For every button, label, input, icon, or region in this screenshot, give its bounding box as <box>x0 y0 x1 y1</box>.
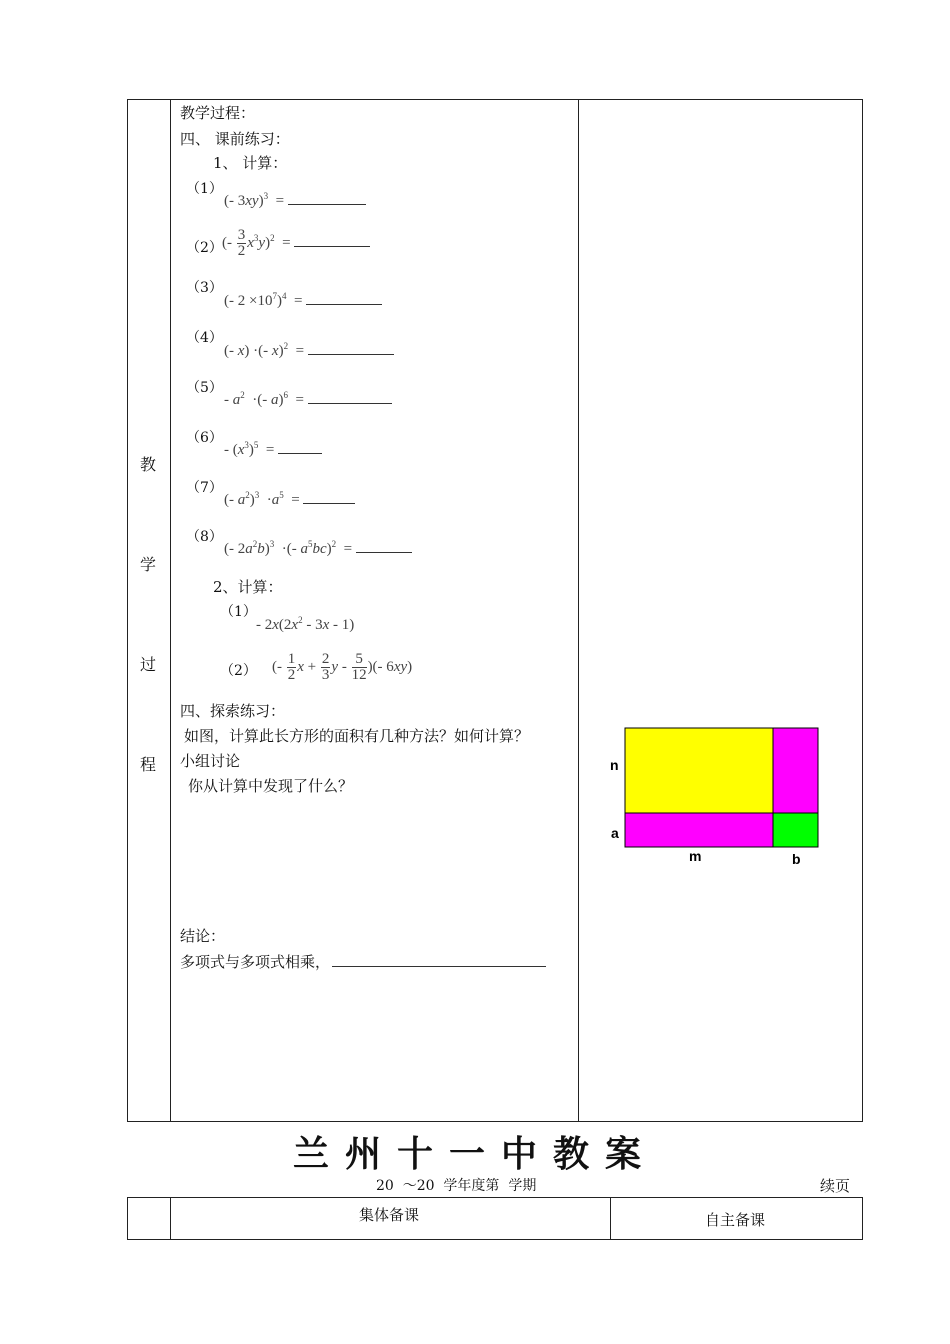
item-number: （2） <box>220 663 257 679</box>
item-number: （2） <box>186 240 223 256</box>
side-label-char-2: 学 <box>140 555 157 574</box>
formula: - $(x^3)^5$ = <box>224 440 322 459</box>
item-number: （1） <box>186 181 223 197</box>
item-number: （6） <box>186 430 223 446</box>
formula: (- $a^2)^3 \cdot a^5$ = <box>224 490 355 509</box>
item-number: （3） <box>186 280 223 296</box>
magenta-region-right <box>773 728 818 813</box>
item-number: （1） <box>220 604 257 620</box>
green-region <box>773 813 818 847</box>
yellow-region <box>625 728 773 813</box>
conclusion-text: 多项式与多项式相乘， <box>180 952 546 971</box>
item-number: （8） <box>186 529 223 545</box>
page-title: 兰州十一中教案 <box>292 1134 657 1175</box>
formula: (- 3xy)$^3$ = <box>224 191 366 210</box>
section-heading: 教学过程： <box>180 104 256 122</box>
side-label-char-1: 教 <box>140 455 157 474</box>
group-discussion: 小组讨论 <box>180 752 241 770</box>
formula: (- $\frac{1}{2}$ x + $\frac{2}{3}$ y - $\frac{5}{12}$ )(- 6xy) <box>272 651 413 683</box>
section-4-heading: 四、 课前练习： <box>180 130 290 148</box>
formula: (- x) ·(- x)$^2$ = <box>224 341 394 360</box>
item-number: （5） <box>186 380 223 396</box>
subsection-1: 1、 计算： <box>213 154 288 172</box>
subsection-2: 2、计算： <box>213 578 283 596</box>
explore-heading: 四、探索练习： <box>180 702 286 720</box>
formula: - $a^2$ ·(- a)$^6$ = <box>224 390 392 409</box>
conclusion-heading: 结论： <box>180 927 226 945</box>
label-m: m <box>689 848 702 864</box>
discover-question: 你从计算中发现了什么？ <box>188 777 354 795</box>
rectangle-figure <box>600 720 830 870</box>
side-label-char-3: 过 <box>140 655 157 674</box>
label-b: b <box>792 851 801 867</box>
item-number: （4） <box>186 330 223 346</box>
formula: (- $2a^2b)^3$ ·(- $a^5bc)^2$ = <box>224 539 412 558</box>
self-prep-header: 自主备课 <box>705 1211 766 1229</box>
continued-label: 续页 <box>820 1177 851 1195</box>
collective-prep-header: 集体备课 <box>359 1206 420 1224</box>
magenta-region-bottom <box>625 813 773 847</box>
label-n: n <box>610 757 619 773</box>
item-number: （7） <box>186 480 223 496</box>
side-label-char-4: 程 <box>140 755 157 774</box>
formula: (- $\frac{3}{2}$ $x^3y)^2$ = <box>222 228 370 259</box>
label-a: a <box>611 825 619 841</box>
school-year-line: 20 ～20 学年度第 学期 <box>376 1178 537 1194</box>
explore-question: 如图，计算此长方形的面积有几种方法？如何计算？ <box>184 727 530 745</box>
formula: (- $2 \times 10^7)^4$ = <box>224 291 382 310</box>
formula: - $2x(2x^2 - 3x - 1)$ <box>256 615 355 633</box>
